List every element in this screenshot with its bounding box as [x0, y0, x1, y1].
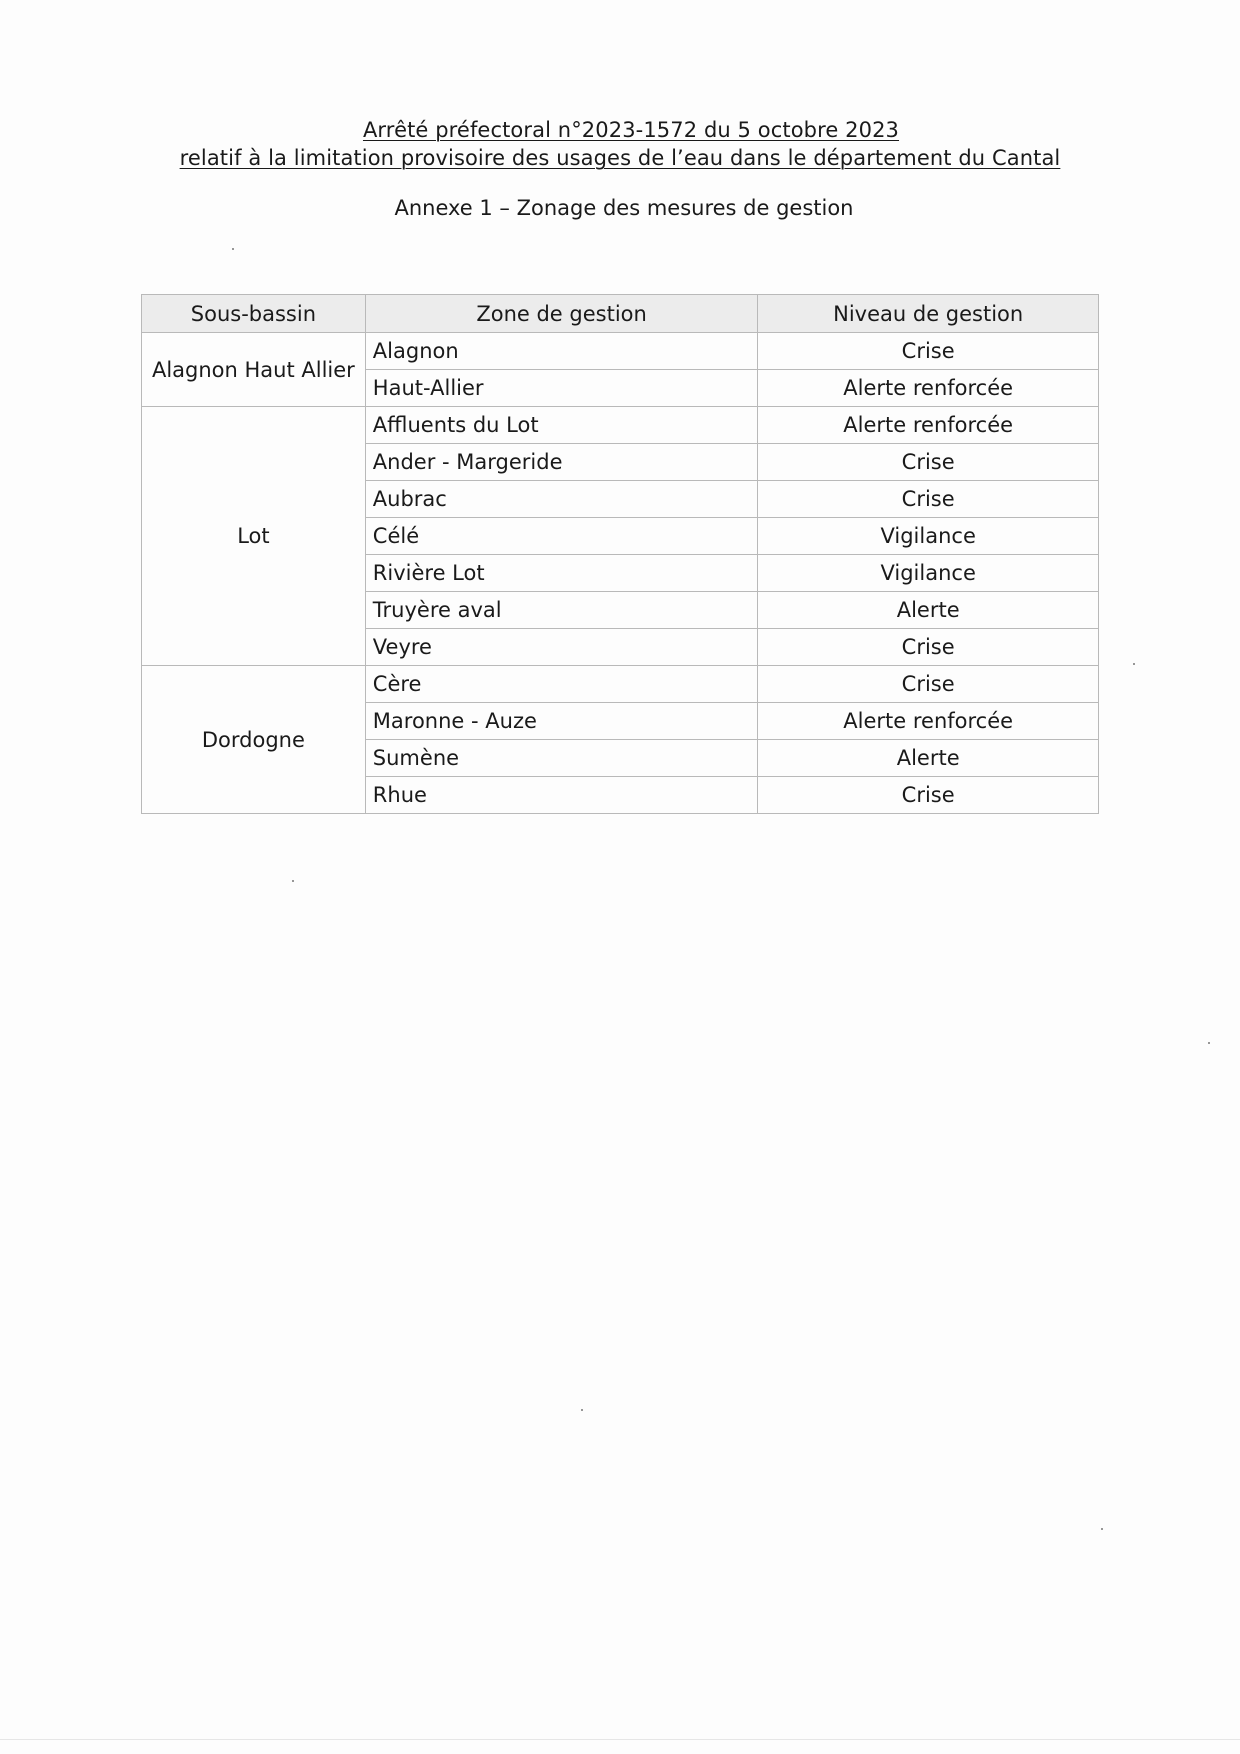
- zone-cell: Célé: [365, 518, 758, 555]
- scan-speck: [1133, 663, 1135, 665]
- level-cell: Vigilance: [758, 518, 1099, 555]
- header-niveau-de-gestion: Niveau de gestion: [758, 295, 1099, 333]
- basin-cell: Dordogne: [142, 666, 366, 814]
- level-cell: Alerte renforcée: [758, 703, 1099, 740]
- zone-cell: Alagnon: [365, 333, 758, 370]
- header-zone-de-gestion: Zone de gestion: [365, 295, 758, 333]
- title-line-1: Arrêté préfectoral n°2023-1572 du 5 octobre 2023: [362, 118, 900, 142]
- annex-title: [0, 194, 1240, 222]
- scan-speck: [1208, 1042, 1210, 1044]
- level-cell: Crise: [758, 481, 1099, 518]
- scan-speck: [292, 880, 294, 882]
- level-cell: Crise: [758, 666, 1099, 703]
- title-line-2: relatif à la limitation provisoire des usages de l’eau dans le département du Cantal: [179, 146, 1061, 170]
- header-sous-bassin: Sous-bassin: [142, 295, 366, 333]
- basin-cell: Lot: [142, 407, 366, 666]
- scan-speck: [581, 1409, 583, 1411]
- level-cell: Alerte: [758, 740, 1099, 777]
- scan-speck: [232, 248, 234, 250]
- level-cell: Crise: [758, 777, 1099, 814]
- zone-cell: Truyère aval: [365, 592, 758, 629]
- scan-speck: [1101, 1528, 1103, 1530]
- zone-cell: Veyre: [365, 629, 758, 666]
- table-row: [142, 666, 1099, 703]
- scan-edge-line: [0, 1739, 1240, 1740]
- document-title: [0, 116, 1240, 172]
- zoning-table: [141, 294, 1099, 814]
- level-cell: Vigilance: [758, 555, 1099, 592]
- zone-cell: Maronne - Auze: [365, 703, 758, 740]
- zone-cell: Aubrac: [365, 481, 758, 518]
- zone-cell: Haut-Allier: [365, 370, 758, 407]
- zone-cell: Sumène: [365, 740, 758, 777]
- level-cell: Crise: [758, 629, 1099, 666]
- zone-cell: Affluents du Lot: [365, 407, 758, 444]
- zone-cell: Ander - Margeride: [365, 444, 758, 481]
- zone-cell: Rivière Lot: [365, 555, 758, 592]
- level-cell: Alerte renforcée: [758, 407, 1099, 444]
- level-cell: Crise: [758, 444, 1099, 481]
- level-cell: Alerte renforcée: [758, 370, 1099, 407]
- level-cell: Alerte: [758, 592, 1099, 629]
- table-row: [142, 407, 1099, 444]
- basin-cell: Alagnon Haut Allier: [142, 333, 366, 407]
- table-header-row: [142, 295, 1099, 333]
- zone-cell: Cère: [365, 666, 758, 703]
- table-row: [142, 333, 1099, 370]
- level-cell: Crise: [758, 333, 1099, 370]
- annex-title-text: Annexe 1 – Zonage des mesures de gestion: [394, 196, 854, 220]
- zone-cell: Rhue: [365, 777, 758, 814]
